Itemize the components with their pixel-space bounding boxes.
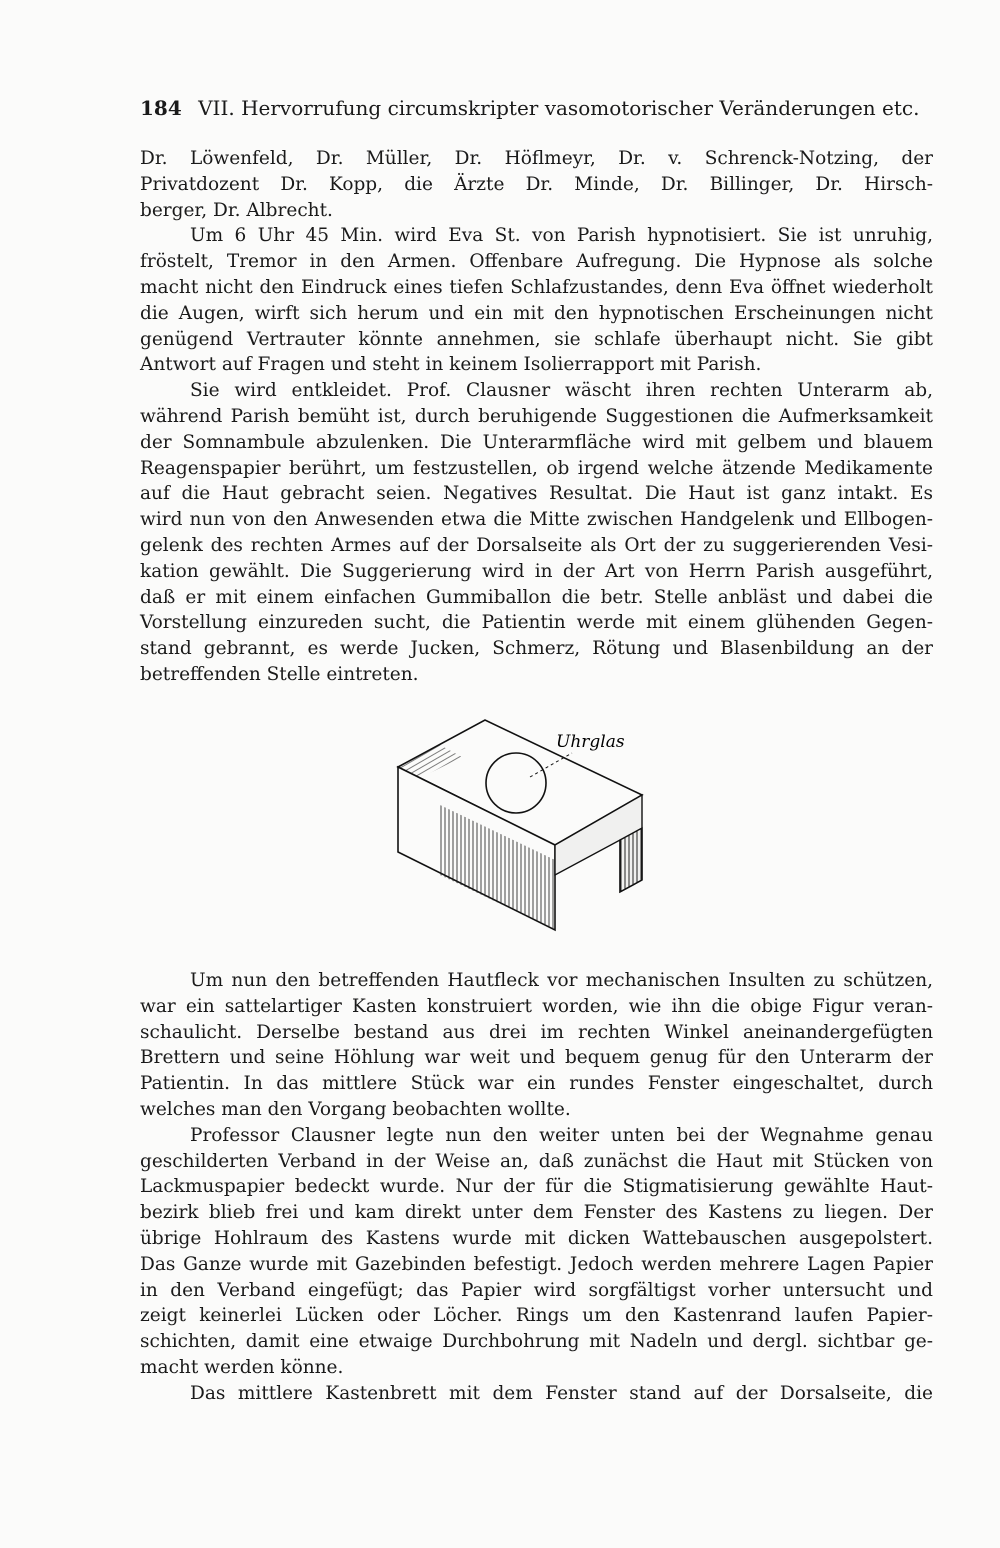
text-line: übrige Hohlraum des Kastens wurde mit dicken Wattebauschen ausgepolstert. <box>140 1227 933 1249</box>
text-line: Um 6 Uhr 45 Min. wird Eva St. von Parish hypnotisiert. Sie ist unruhig, <box>190 225 933 247</box>
text-block-top <box>140 146 933 688</box>
text-line: während Parish bemüht ist, durch beruhigende Suggestionen die Aufmerksamkeit <box>140 405 933 427</box>
saddle-box-drawing <box>380 715 660 945</box>
text-line: wird nun von den Anwesenden etwa die Mitte zwischen Handgelenk und Ellbogen- <box>140 509 933 531</box>
text-line: geschilderten Verband in der Weise an, daß zunächst die Haut mit Stücken von <box>140 1150 933 1172</box>
text-line: Reagenspapier berührt, um festzustellen, ob irgend welche ätzende Medikamente <box>140 457 933 479</box>
text-line: genügend Vertrauter könnte annehmen, sie schlafe überhaupt nicht. Sie gibt <box>140 328 933 350</box>
text-line: berger, Dr. Albrecht. <box>140 199 333 221</box>
text-line: in den Verband eingefügt; das Papier wird sorgfältigst vorher untersucht und <box>140 1279 933 1301</box>
text-line: war ein sattelartiger Kasten konstruiert worden, wie ihn die obige Figur veran- <box>140 995 933 1017</box>
text-line: betreffenden Stelle eintreten. <box>140 663 419 685</box>
text-line: Das mittlere Kastenbrett mit dem Fenster stand auf der Dorsalseite, die <box>190 1382 933 1404</box>
text-line: stand gebrannt, es werde Jucken, Schmerz, Rötung und Blasenbildung an der <box>140 638 933 660</box>
text-line: Sie wird entkleidet. Prof. Clausner wäscht ihren rechten Unterarm ab, <box>190 380 933 402</box>
text-line: Antwort auf Fragen und steht in keinem Isolierrapport mit Parish. <box>140 354 762 376</box>
text-line: macht nicht den Eindruck eines tiefen Schlafzustandes, denn Eva öffnet wiederholt <box>140 276 933 298</box>
text-line: auf die Haut gebracht seien. Negatives Resultat. Die Haut ist ganz intakt. Es <box>140 483 933 505</box>
text-line: Um nun den betreffenden Hautfleck vor mechanischen Insulten zu schützen, <box>190 970 933 991</box>
text-line: welches man den Vorgang beobachten wollte. <box>140 1098 571 1120</box>
text-line: zeigt keinerlei Lücken oder Löcher. Rings um den Kastenrand laufen Papier- <box>140 1305 933 1327</box>
text-line: macht werden könne. <box>140 1356 344 1378</box>
text-line: bezirk blieb frei und kam direkt unter dem Fenster des Kastens zu liegen. Der <box>140 1202 933 1224</box>
text-line: Privatdozent Dr. Kopp, die Ärzte Dr. Minde, Dr. Billinger, Dr. Hirsch- <box>140 173 933 195</box>
page-number: 184 <box>140 96 182 120</box>
text-line: schaulicht. Derselbe bestand aus drei im rechten Winkel aneinandergefügten <box>140 1021 933 1043</box>
text-line: Vorstellung einzureden sucht, die Patientin werde mit einem glühenden Gegen- <box>140 612 933 634</box>
text-line: Brettern und seine Höhlung war weit und bequem genug für den Unterarm der <box>140 1047 933 1069</box>
text-line: kation gewählt. Die Suggerierung wird in der Art von Herrn Parish ausgeführt, <box>140 560 933 582</box>
text-line: Professor Clausner legte nun den weiter unten bei der Wegnahme genau <box>190 1124 933 1146</box>
text-line: daß er mit einem einfachen Gummiballon die betr. Stelle anbläst und dabei die <box>140 586 933 608</box>
saddle-box-figure <box>380 715 660 945</box>
text-line: gelenk des rechten Armes auf der Dorsalseite als Ort der zu suggerierenden Vesi- <box>140 534 933 556</box>
text-line: fröstelt, Tremor in den Armen. Offenbare Aufregung. Die Hypnose als solche <box>140 251 933 273</box>
text-line: Lackmuspapier bedeckt wurde. Nur der für die Stigmatisierung gewählte Haut- <box>140 1176 933 1198</box>
text-block-bottom <box>140 968 933 1407</box>
running-title: VII. Hervorrufung circumskripter vasomotorischer Veränderungen etc. <box>198 96 920 120</box>
text-line: Patientin. In das mittlere Stück war ein rundes Fenster eingeschaltet, durch <box>140 1073 933 1095</box>
running-header <box>140 96 920 120</box>
figure-label: Uhrglas <box>556 732 625 752</box>
text-line: die Augen, wirft sich herum und ein mit den hypnotischen Erscheinungen nicht <box>140 302 933 324</box>
text-line: schichten, damit eine etwaige Durchbohrung mit Nadeln und dergl. sichtbar ge- <box>140 1331 933 1353</box>
text-line: Dr. Löwenfeld, Dr. Müller, Dr. Höflmeyr, Dr. v. Schrenck-Notzing, der <box>140 148 933 169</box>
text-line: der Somnambule abzulenken. Die Unterarmfläche wird mit gelbem und blauem <box>140 431 933 453</box>
text-line: Das Ganze wurde mit Gazebinden befestigt. Jedoch werden mehrere Lagen Papier <box>140 1253 933 1275</box>
